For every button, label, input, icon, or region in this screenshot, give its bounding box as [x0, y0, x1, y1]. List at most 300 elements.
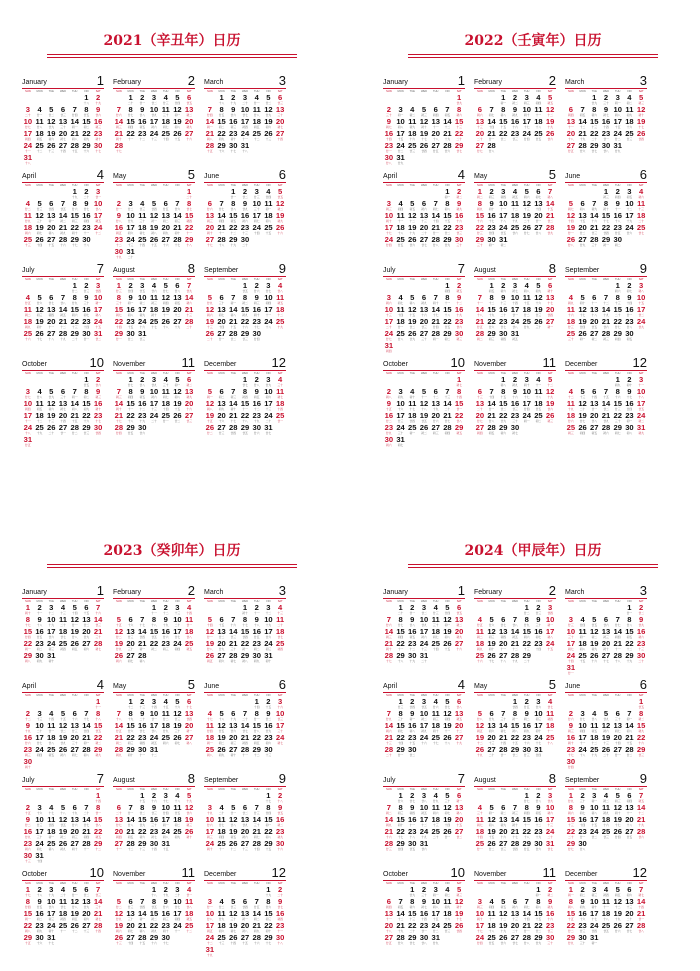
day-number: 25 [35, 423, 44, 432]
lunar-date: 十四 [614, 741, 621, 745]
day-number: 25 [47, 839, 56, 848]
day-cell [418, 236, 430, 248]
weekday-label: TUE [230, 600, 236, 603]
day-number: 12 [408, 305, 417, 314]
lunar-date: 廿五 [127, 431, 134, 435]
lunar-date: 初六 [638, 195, 644, 199]
month-number: 9 [639, 261, 647, 276]
day-number: 17 [522, 117, 531, 126]
lunar-date: 十六 [162, 243, 169, 247]
month-header [113, 584, 195, 597]
day-cell [172, 640, 184, 652]
lunar-date: 廿七 [265, 431, 272, 435]
month-block [474, 262, 556, 349]
day-number: 1 [72, 281, 77, 290]
day-number: 16 [408, 721, 417, 730]
empty-cell [172, 840, 184, 852]
day-number: 10 [149, 387, 159, 396]
lunar-date: 廿八 [253, 383, 260, 387]
weekday-label: TUE [230, 278, 236, 281]
weekday-label: SAT [186, 788, 192, 791]
lunar-date: 廿九 [218, 647, 225, 651]
empty-cell [263, 946, 275, 958]
day-number: 1 [140, 791, 145, 800]
lunar-date: 十三 [242, 847, 248, 851]
day-cell [227, 746, 239, 758]
weekday-label: WED [420, 372, 428, 375]
lunar-date: 廿二 [116, 905, 122, 909]
day-cell [81, 236, 93, 248]
day-number: 5 [175, 375, 180, 384]
lunar-date: 廿七 [242, 113, 248, 117]
day-number: 21 [443, 411, 452, 420]
day-number: 4 [187, 603, 192, 612]
weekday-label: MON [127, 882, 134, 885]
day-number: 21 [384, 639, 394, 648]
day-number: 10 [173, 897, 182, 906]
day-number: 3 [128, 199, 133, 208]
lunar-date: 十三 [265, 407, 272, 411]
day-number: 28 [58, 329, 68, 338]
lunar-date: 初八 [444, 635, 451, 639]
day-number: 10 [499, 199, 508, 208]
lunar-date: 初一 [444, 195, 451, 199]
day-number: 6 [128, 897, 133, 906]
day-number: 29 [82, 423, 91, 432]
lunar-date: 初八 [127, 313, 134, 317]
lunar-date: 十二 [603, 301, 609, 305]
lunar-date: 初三 [386, 635, 392, 639]
day-number: 12 [205, 305, 215, 314]
day-number: 5 [266, 93, 271, 102]
day-cell [34, 236, 46, 248]
day-number: 23 [138, 411, 147, 420]
lunar-date: 初二 [277, 823, 283, 827]
day-number: 27 [431, 423, 440, 432]
weekday-label: WED [241, 90, 249, 93]
day-number: 23 [275, 827, 285, 836]
month-header [22, 356, 104, 369]
day-number: 29 [396, 745, 405, 754]
day-number: 9 [254, 387, 259, 396]
lunar-date: 廿二 [60, 729, 66, 733]
day-number: 22 [70, 223, 79, 232]
day-number: 9 [627, 387, 632, 396]
lunar-date: 十二 [421, 823, 427, 827]
lunar-date: 初七 [456, 383, 462, 387]
lunar-date: 初十 [432, 729, 439, 733]
day-number: 21 [384, 827, 394, 836]
day-number: 2 [266, 697, 271, 706]
lunar-date: 廿八 [186, 635, 192, 639]
day-number: 12 [58, 815, 68, 824]
day-cell [92, 424, 104, 436]
day-number: 10 [138, 293, 147, 302]
lunar-date: 廿八 [432, 243, 439, 247]
day-number: 10 [419, 803, 429, 812]
lunar-date: 廿九 [432, 799, 439, 803]
lunar-date: 三十 [60, 395, 66, 399]
lunar-date: 十五 [25, 811, 31, 815]
lunar-date: 初八 [174, 125, 181, 129]
month-header [383, 772, 465, 785]
empty-cell [521, 236, 533, 248]
lunar-date: 廿四 [71, 113, 78, 117]
day-number: 20 [454, 627, 464, 636]
day-number: 15 [601, 211, 611, 220]
day-number: 11 [58, 615, 67, 624]
day-number: 5 [580, 387, 585, 396]
lunar-date: 廿九 [603, 419, 609, 423]
lunar-date: 初八 [71, 407, 78, 411]
day-number: 16 [114, 223, 124, 232]
day-number: 1 [615, 281, 620, 290]
lunar-date: 初六 [265, 125, 272, 129]
lunar-date: 十六 [614, 395, 621, 399]
lunar-date: 三十 [95, 905, 101, 909]
lunar-date: 初二 [444, 337, 451, 341]
lunar-date: 十九 [230, 243, 237, 247]
day-number: 15 [264, 815, 273, 824]
day-number: 30 [35, 933, 44, 942]
day-number: 10 [264, 615, 273, 624]
day-number: 22 [149, 639, 159, 648]
lunar-date: 十三 [523, 647, 530, 651]
lunar-date: 廿六 [36, 301, 43, 305]
day-number: 29 [454, 423, 464, 432]
lunar-date: 二十 [277, 623, 283, 627]
day-number: 7 [627, 709, 632, 718]
day-cell [383, 746, 395, 758]
day-number: 28 [384, 651, 394, 660]
lunar-date: 廿七 [174, 905, 181, 909]
day-number: 15 [149, 627, 159, 636]
lunar-date: 初八 [48, 847, 55, 851]
day-number: 9 [410, 615, 415, 624]
day-number: 12 [578, 305, 587, 314]
empty-cell [45, 758, 57, 770]
day-number: 23 [252, 411, 261, 420]
lunar-date: 初四 [535, 101, 542, 105]
day-number: 24 [264, 639, 273, 648]
day-number: 16 [23, 827, 33, 836]
lunar-date: 初二 [36, 647, 43, 651]
lunar-date: 初一 [230, 301, 237, 305]
weekday-label: MON [397, 788, 404, 791]
lunar-date: 廿七 [579, 419, 586, 423]
lunar-date: 初二 [523, 717, 530, 721]
lunar-date: 二十 [386, 753, 392, 757]
lunar-date: 十九 [568, 407, 574, 411]
lunar-date: 廿二 [242, 811, 248, 815]
day-cell [442, 330, 454, 342]
day-number: 27 [205, 235, 215, 244]
lunar-date: 廿五 [242, 289, 248, 293]
month-name: July [22, 267, 35, 274]
month-block [113, 584, 195, 671]
day-number: 28 [229, 329, 238, 338]
lunar-date: 廿六 [230, 113, 237, 117]
empty-cell [442, 746, 454, 758]
lunar-date: 廿一 [626, 313, 633, 317]
day-number: 20 [454, 815, 464, 824]
month-header [113, 772, 195, 785]
lunar-date: 初九 [512, 113, 518, 117]
day-number: 26 [590, 651, 599, 660]
day-number: 28 [431, 329, 440, 338]
lunar-date: 廿七 [477, 149, 483, 153]
weekday-label: SUN [386, 278, 392, 281]
day-cell [136, 130, 148, 142]
day-number: 26 [205, 329, 215, 338]
day-number: 6 [421, 199, 427, 208]
lunar-date: 廿七 [421, 243, 427, 247]
day-cell [453, 236, 465, 248]
day-number: 13 [205, 211, 215, 220]
day-number: 9 [84, 293, 89, 302]
lunar-date: 十一 [242, 137, 248, 141]
lunar-date: 二十 [36, 729, 43, 733]
day-number: 14 [625, 721, 634, 730]
month-number: 7 [457, 771, 465, 786]
month-name: October [22, 361, 47, 368]
weekday-label: SUN [25, 372, 31, 375]
day-number: 26 [114, 651, 124, 660]
weekday-label: SAT [95, 600, 101, 603]
day-number: 6 [477, 105, 482, 114]
day-number: 17 [161, 815, 170, 824]
day-number: 16 [252, 399, 261, 408]
empty-cell [406, 342, 418, 354]
weekday-label: FRI [266, 694, 271, 697]
lunar-date: 廿七 [174, 635, 181, 639]
day-number: 8 [151, 897, 157, 906]
day-number: 19 [578, 411, 587, 420]
empty-cell [69, 154, 81, 166]
lunar-date: 十二 [60, 325, 66, 329]
weekday-label: WED [420, 600, 428, 603]
month-header [113, 168, 195, 181]
day-number: 4 [37, 105, 42, 114]
day-number: 27 [161, 235, 170, 244]
day-number: 11 [475, 627, 484, 636]
day-number: 7 [231, 387, 236, 396]
lunar-date: 三十 [535, 623, 542, 627]
day-number: 16 [264, 721, 273, 730]
lunar-date: 初十 [71, 231, 78, 235]
day-number: 26 [173, 733, 182, 742]
day-number: 1 [489, 281, 494, 290]
lunar-date: 十四 [568, 659, 574, 663]
lunar-date: 十三 [139, 705, 146, 709]
month-number: 2 [548, 583, 556, 598]
lunar-date: 十一 [36, 611, 43, 615]
day-number: 31 [126, 247, 135, 256]
day-number: 7 [84, 709, 89, 718]
lunar-date: 初六 [139, 835, 146, 839]
day-number: 29 [499, 423, 508, 432]
lunar-date: 廿二 [139, 811, 146, 815]
day-number: 3 [254, 187, 259, 196]
day-number: 18 [58, 627, 68, 636]
lunar-date: 廿五 [477, 325, 483, 329]
lunar-date: 廿一 [95, 811, 101, 815]
day-number: 26 [205, 651, 215, 660]
day-number: 25 [578, 651, 587, 660]
lunar-date: 廿三 [36, 207, 43, 211]
day-number: 21 [58, 223, 68, 232]
lunar-date: 十五 [614, 125, 621, 129]
month-block [383, 678, 465, 765]
day-number: 26 [443, 733, 452, 742]
lunar-date: 初五 [409, 635, 416, 639]
month-number: 4 [96, 167, 104, 182]
day-number: 2 [639, 603, 644, 612]
lunar-date: 初三 [603, 337, 609, 341]
day-cell [418, 142, 430, 154]
lunar-date: 初三 [95, 395, 101, 399]
lunar-date: 廿六 [456, 325, 462, 329]
day-cell [263, 318, 275, 330]
day-number: 31 [636, 423, 646, 432]
week-row [113, 652, 195, 664]
day-number: 30 [138, 745, 147, 754]
week-row [204, 840, 286, 852]
lunar-date: 廿二 [265, 101, 272, 105]
day-cell [509, 224, 521, 236]
lunar-date: 廿七 [242, 383, 248, 387]
day-number: 13 [590, 399, 599, 408]
lunar-date: 廿四 [230, 431, 237, 435]
lunar-date: 十二 [116, 243, 122, 247]
day-number: 2 [151, 791, 157, 800]
lunar-date: 廿三 [277, 101, 283, 105]
day-number: 12 [545, 105, 555, 114]
lunar-date: 初八 [579, 207, 586, 211]
lunar-date: 初五 [444, 113, 451, 117]
day-cell [204, 746, 216, 758]
lunar-date: 十九 [432, 407, 439, 411]
lunar-date: 十一 [614, 647, 621, 651]
day-number: 14 [431, 211, 440, 220]
day-number: 8 [242, 615, 248, 624]
day-cell [183, 828, 195, 840]
lunar-date: 初一 [614, 101, 621, 105]
lunar-date: 初七 [116, 313, 122, 317]
day-number: 30 [275, 839, 285, 848]
month-block [565, 168, 647, 255]
lunar-date: 廿一 [397, 753, 404, 757]
lunar-date: 廿三 [71, 729, 78, 733]
lunar-date: 十八 [242, 419, 248, 423]
day-number: 31 [264, 651, 273, 660]
lunar-date: 初四 [218, 835, 225, 839]
day-cell [430, 424, 442, 436]
day-number: 13 [240, 815, 250, 824]
day-number: 11 [161, 105, 170, 114]
day-number: 11 [161, 709, 170, 718]
lunar-date: 初一 [71, 125, 78, 129]
lunar-date: 初五 [456, 289, 462, 293]
lunar-date: 十四 [186, 611, 192, 615]
lunar-date: 十四 [626, 301, 633, 305]
day-number: 3 [639, 375, 644, 384]
lunar-date: 初三 [151, 301, 157, 305]
lunar-date: 十六 [174, 705, 181, 709]
empty-cell [577, 758, 589, 770]
lunar-date: 初五 [477, 729, 483, 733]
lunar-date: 初二 [421, 717, 427, 721]
lunar-date: 廿六 [547, 407, 553, 411]
lunar-date: 十六 [151, 941, 157, 945]
month-header [474, 262, 556, 275]
weekday-label: FRI [627, 600, 632, 603]
empty-cell [263, 330, 275, 342]
lunar-date: 初八 [207, 753, 213, 757]
day-cell [113, 248, 125, 260]
day-number: 25 [217, 933, 226, 942]
lunar-date: 廿五 [139, 289, 146, 293]
day-cell [45, 652, 57, 664]
weekday-label: TUE [409, 788, 415, 791]
weekday-label: MON [397, 184, 404, 187]
weekday-label: WED [241, 184, 249, 187]
lunar-date: 初二 [60, 835, 66, 839]
day-number: 5 [207, 615, 212, 624]
lunar-date: 廿四 [386, 243, 392, 247]
lunar-date: 初九 [535, 289, 542, 293]
day-number: 15 [149, 909, 159, 918]
day-cell [22, 652, 34, 664]
day-number: 2 [116, 199, 121, 208]
week-row [565, 664, 647, 676]
lunar-date: 廿七 [444, 419, 451, 423]
lunar-date: 十三 [421, 219, 427, 223]
day-number: 5 [421, 387, 427, 396]
day-number: 4 [49, 803, 54, 812]
day-number: 6 [72, 709, 77, 718]
day-number: 2 [231, 93, 236, 102]
lunar-date: 初二 [83, 125, 90, 129]
day-number: 18 [138, 223, 147, 232]
lunar-date: 廿四 [397, 847, 404, 851]
day-number: 19 [70, 627, 79, 636]
lunar-date: 廿六 [162, 635, 169, 639]
day-number: 23 [510, 129, 520, 138]
lunar-date: 十六 [127, 623, 134, 627]
lunar-date: 廿七 [614, 623, 621, 627]
lunar-date: 廿八 [386, 161, 392, 165]
day-number: 4 [219, 803, 224, 812]
day-cell [92, 840, 104, 852]
lunar-date: 十二 [95, 847, 101, 851]
lunar-date: 十四 [456, 395, 462, 399]
week-row [383, 424, 465, 436]
lunar-date: 廿八 [535, 231, 542, 235]
lunar-date: 廿七 [477, 419, 483, 423]
lunar-date: 初一 [71, 395, 78, 399]
day-number: 21 [205, 129, 215, 138]
lunar-date: 十二 [409, 647, 416, 651]
lunar-date: 廿一 [186, 623, 192, 627]
day-number: 27 [217, 329, 226, 338]
day-cell [635, 424, 647, 436]
day-number: 20 [161, 223, 170, 232]
weekday-label: SAT [456, 90, 462, 93]
lunar-date: 廿八 [456, 705, 462, 709]
day-cell [136, 330, 148, 342]
day-number: 14 [443, 117, 452, 126]
